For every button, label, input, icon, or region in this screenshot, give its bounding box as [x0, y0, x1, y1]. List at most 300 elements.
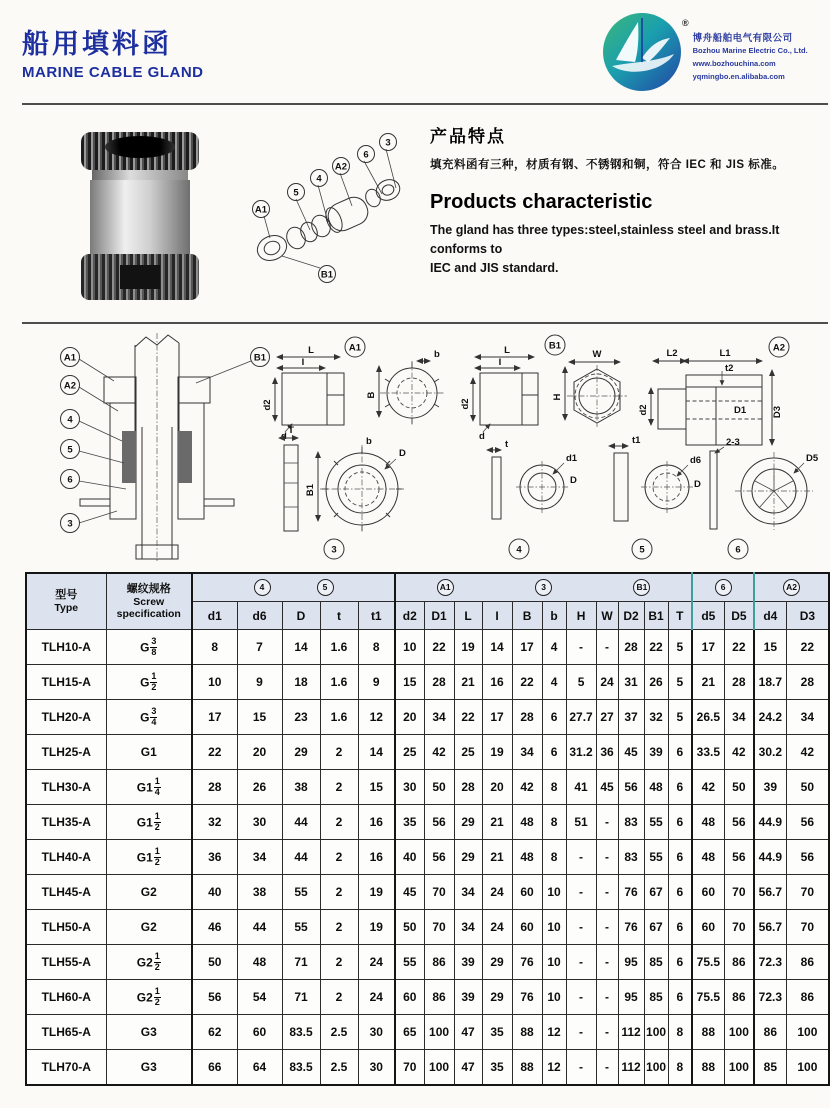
- value-cell: 6: [668, 735, 692, 770]
- type-cell: TLH30-A: [26, 770, 106, 805]
- screw-spec-cell: [106, 665, 192, 700]
- value-cell: 47: [454, 1015, 482, 1050]
- part-number-badge: 4: [254, 579, 271, 596]
- value-cell: 44.9: [754, 840, 786, 875]
- screw-base: G2: [136, 990, 153, 1005]
- value-cell: 6: [668, 805, 692, 840]
- screw-spec-cell: [106, 700, 192, 735]
- dim-label: H: [552, 393, 563, 401]
- value-cell: 6: [542, 735, 566, 770]
- dim-label: B1: [305, 483, 316, 497]
- value-cell: 4: [542, 630, 566, 665]
- value-cell: 5: [668, 630, 692, 665]
- value-cell: 31.2: [566, 735, 596, 770]
- drawing-caption: 4: [516, 544, 522, 556]
- value-cell: 7: [237, 630, 282, 665]
- exploded-callout: A1: [254, 204, 268, 216]
- dim-label: d2: [262, 399, 273, 411]
- value-cell: 2: [320, 735, 358, 770]
- dim-label: L: [308, 345, 314, 356]
- fraction-denominator: 2: [154, 961, 160, 972]
- value-cell: 6: [668, 875, 692, 910]
- value-cell: 24.2: [754, 700, 786, 735]
- spec-table: [25, 572, 830, 1086]
- value-cell: 72.3: [754, 980, 786, 1015]
- value-cell: 21: [482, 840, 512, 875]
- value-cell: 39: [454, 980, 482, 1015]
- value-cell: 26: [237, 770, 282, 805]
- value-cell: 2: [320, 910, 358, 945]
- value-cell: 85: [754, 1050, 786, 1086]
- value-cell: 86: [424, 980, 454, 1015]
- value-cell: 70: [724, 910, 754, 945]
- value-cell: 15: [754, 630, 786, 665]
- value-cell: 48: [692, 840, 724, 875]
- part-5-drawing: [614, 435, 701, 559]
- value-cell: 60: [237, 1015, 282, 1050]
- value-cell: 46: [192, 910, 237, 945]
- value-cell: 56.7: [754, 875, 786, 910]
- screw-spec-cell: [106, 945, 192, 980]
- value-cell: -: [596, 945, 618, 980]
- assembly-callout: 4: [67, 414, 73, 426]
- value-cell: 6: [668, 980, 692, 1015]
- value-cell: 64: [237, 1050, 282, 1086]
- value-cell: 15: [395, 665, 424, 700]
- screw-base: G1: [136, 780, 153, 795]
- value-cell: 5: [566, 665, 596, 700]
- dim-label: d2: [460, 398, 471, 410]
- value-cell: 24: [358, 945, 395, 980]
- gland-bottom-nut: [81, 254, 199, 300]
- value-cell: 29: [482, 945, 512, 980]
- screw-base: G: [140, 675, 150, 690]
- screw-base: G1: [136, 850, 153, 865]
- value-cell: 29: [482, 980, 512, 1015]
- value-cell: -: [596, 980, 618, 1015]
- screw-fraction: [154, 777, 161, 797]
- value-cell: 86: [786, 980, 829, 1015]
- value-cell: 47: [454, 1050, 482, 1086]
- value-cell: 28: [192, 770, 237, 805]
- value-cell: 22: [424, 630, 454, 665]
- dim-label: t2: [725, 363, 734, 374]
- value-cell: -: [566, 980, 596, 1015]
- value-cell: 17: [512, 630, 542, 665]
- value-cell: 20: [237, 735, 282, 770]
- screw-fraction: [154, 812, 161, 832]
- fraction-denominator: 8: [151, 646, 157, 657]
- exploded-callout: 5: [293, 187, 299, 199]
- value-cell: 30: [237, 805, 282, 840]
- type-column-header: [26, 573, 106, 630]
- value-cell: 42: [512, 770, 542, 805]
- value-cell: 44: [282, 840, 320, 875]
- value-cell: 24: [482, 875, 512, 910]
- column-group-header: [192, 573, 395, 602]
- table-row: [26, 665, 829, 700]
- value-cell: 8: [542, 770, 566, 805]
- dimension-column-header: B: [512, 602, 542, 630]
- value-cell: 66: [192, 1050, 237, 1086]
- value-cell: 27: [596, 700, 618, 735]
- value-cell: 1.6: [320, 630, 358, 665]
- type-cell: TLH15-A: [26, 665, 106, 700]
- value-cell: 10: [542, 875, 566, 910]
- value-cell: 34: [237, 840, 282, 875]
- table-row: [26, 770, 829, 805]
- screw-base: G1: [140, 745, 157, 759]
- value-cell: 60: [395, 980, 424, 1015]
- value-cell: -: [566, 1015, 596, 1050]
- value-cell: 17: [482, 700, 512, 735]
- drawing-caption: 3: [331, 544, 337, 556]
- value-cell: 45: [596, 770, 618, 805]
- value-cell: 10: [542, 980, 566, 1015]
- value-cell: 86: [424, 945, 454, 980]
- dim-label: d: [479, 431, 485, 442]
- value-cell: 56: [786, 805, 829, 840]
- fraction-denominator: 2: [154, 856, 160, 867]
- value-cell: 5: [668, 700, 692, 735]
- value-cell: 95: [618, 980, 644, 1015]
- value-cell: 62: [192, 1015, 237, 1050]
- gland-body: [90, 180, 190, 254]
- value-cell: 36: [596, 735, 618, 770]
- value-cell: 29: [454, 840, 482, 875]
- value-cell: 112: [618, 1050, 644, 1086]
- value-cell: 10: [192, 665, 237, 700]
- screw-base: G: [140, 710, 150, 725]
- dim-label: B: [366, 391, 377, 399]
- screw-fraction: [154, 987, 161, 1007]
- dim-label: b: [434, 349, 440, 360]
- part-number-badge: B1: [633, 579, 650, 596]
- screw-base: G3: [140, 1025, 157, 1039]
- value-cell: 76: [618, 875, 644, 910]
- part-4-drawing: [492, 439, 578, 559]
- dim-label: d1: [566, 453, 578, 464]
- screw-header-en: specification: [116, 607, 181, 620]
- value-cell: 88: [692, 1015, 724, 1050]
- part-b1-drawing: [460, 335, 627, 442]
- assembly-callout: 5: [67, 444, 73, 456]
- fraction-numerator: 1: [154, 776, 160, 787]
- value-cell: -: [596, 630, 618, 665]
- screw-spec-cell: [106, 875, 192, 910]
- exploded-diagram: [230, 126, 426, 302]
- value-cell: 71: [282, 945, 320, 980]
- exploded-callout: A2: [334, 161, 348, 173]
- type-cell: TLH10-A: [26, 630, 106, 665]
- group-badges: [396, 579, 691, 596]
- value-cell: 56: [192, 980, 237, 1015]
- fraction-denominator: 2: [151, 681, 157, 692]
- dimension-column-header: H: [566, 602, 596, 630]
- value-cell: 86: [786, 945, 829, 980]
- assembly-callout: A1: [63, 352, 77, 364]
- type-header-cn: 型号: [55, 589, 78, 602]
- value-cell: -: [566, 910, 596, 945]
- screw-column-header: [106, 573, 192, 630]
- type-cell: TLH40-A: [26, 840, 106, 875]
- value-cell: 86: [754, 1015, 786, 1050]
- value-cell: 35: [482, 1015, 512, 1050]
- value-cell: 65: [395, 1015, 424, 1050]
- gland-top-nut: [81, 132, 199, 170]
- value-cell: 34: [786, 700, 829, 735]
- part-number-badge: 5: [317, 579, 334, 596]
- value-cell: 12: [542, 1015, 566, 1050]
- value-cell: 45: [395, 875, 424, 910]
- features-body-cn: 填充料函有三种，材质有钢、不锈钢和铜，符合 IEC 和 JIS 标准。: [430, 159, 785, 171]
- value-cell: 67: [644, 910, 668, 945]
- value-cell: -: [596, 805, 618, 840]
- value-cell: 26.5: [692, 700, 724, 735]
- drawing-caption: 5: [639, 544, 645, 556]
- value-cell: 1.6: [320, 700, 358, 735]
- divider: [22, 103, 828, 105]
- value-cell: 14: [482, 630, 512, 665]
- value-cell: 55: [282, 875, 320, 910]
- dimension-column-header: D5: [724, 602, 754, 630]
- value-cell: 38: [282, 770, 320, 805]
- exploded-callout: 4: [316, 173, 322, 185]
- assembly-section-drawing: [61, 333, 270, 561]
- part-number-badge: 6: [715, 579, 732, 596]
- value-cell: 37: [618, 700, 644, 735]
- dimension-column-header: d4: [754, 602, 786, 630]
- value-cell: 18: [282, 665, 320, 700]
- value-cell: 42: [424, 735, 454, 770]
- value-cell: 100: [644, 1015, 668, 1050]
- value-cell: 55: [644, 840, 668, 875]
- value-cell: 51: [566, 805, 596, 840]
- screw-fraction: [150, 707, 157, 727]
- screw-fraction: [150, 637, 157, 657]
- company-name-cn: 博舟船舶电气有限公司: [692, 33, 793, 44]
- value-cell: 38: [237, 875, 282, 910]
- value-cell: 85: [644, 945, 668, 980]
- value-cell: 22: [644, 630, 668, 665]
- dim-label: I: [498, 357, 502, 368]
- value-cell: 83: [618, 805, 644, 840]
- value-cell: 4: [542, 665, 566, 700]
- value-cell: 27.7: [566, 700, 596, 735]
- column-group-header: [395, 573, 692, 602]
- dimension-column-header: t: [320, 602, 358, 630]
- value-cell: 60: [692, 875, 724, 910]
- screw-base: G2: [140, 920, 157, 934]
- value-cell: 70: [786, 910, 829, 945]
- product-photo: [80, 132, 200, 300]
- type-cell: TLH65-A: [26, 1015, 106, 1050]
- value-cell: 88: [512, 1015, 542, 1050]
- table-row: [26, 980, 829, 1015]
- dimension-column-header: D: [282, 602, 320, 630]
- value-cell: 88: [692, 1050, 724, 1086]
- value-cell: 16: [482, 665, 512, 700]
- exploded-callout: 3: [385, 137, 391, 149]
- dimension-column-header: D3: [786, 602, 829, 630]
- value-cell: 100: [786, 1050, 829, 1086]
- features-body-en: [430, 221, 828, 277]
- screw-spec-cell: [106, 630, 192, 665]
- value-cell: 22: [724, 630, 754, 665]
- dim-label: 2-3: [726, 437, 740, 448]
- value-cell: 8: [192, 630, 237, 665]
- value-cell: 17: [192, 700, 237, 735]
- screw-spec-cell: [106, 910, 192, 945]
- type-cell: TLH50-A: [26, 910, 106, 945]
- value-cell: 23: [282, 700, 320, 735]
- part-a2-drawing: [638, 337, 789, 445]
- value-cell: 28: [512, 700, 542, 735]
- value-cell: 25: [395, 735, 424, 770]
- value-cell: 22: [512, 665, 542, 700]
- dim-label: W: [592, 349, 602, 360]
- screw-base: G1: [136, 815, 153, 830]
- assembly-callout: 6: [67, 474, 73, 486]
- value-cell: 21: [454, 665, 482, 700]
- value-cell: 14: [358, 735, 395, 770]
- exploded-callout: B1: [320, 269, 334, 281]
- value-cell: 8: [358, 630, 395, 665]
- value-cell: 75.5: [692, 980, 724, 1015]
- value-cell: 15: [358, 770, 395, 805]
- dim-label: D1: [734, 405, 747, 416]
- value-cell: 2: [320, 805, 358, 840]
- value-cell: 24: [482, 910, 512, 945]
- drawing-caption: B1: [548, 340, 562, 352]
- value-cell: 12: [542, 1050, 566, 1086]
- value-cell: 112: [618, 1015, 644, 1050]
- value-cell: 55: [644, 805, 668, 840]
- value-cell: 34: [454, 910, 482, 945]
- value-cell: 8: [668, 1050, 692, 1086]
- value-cell: 56.7: [754, 910, 786, 945]
- table-row: [26, 700, 829, 735]
- assembly-callout: A2: [63, 380, 77, 392]
- features-body-en-line1: The gland has three types:steel,stainless steel and brass.It conforms to: [430, 223, 780, 256]
- value-cell: 35: [395, 805, 424, 840]
- value-cell: 28: [786, 665, 829, 700]
- value-cell: 10: [395, 630, 424, 665]
- value-cell: 16: [358, 840, 395, 875]
- value-cell: 56: [424, 840, 454, 875]
- dimension-column-header: W: [596, 602, 618, 630]
- value-cell: 50: [192, 945, 237, 980]
- dimension-column-header: I: [482, 602, 512, 630]
- value-cell: 36: [192, 840, 237, 875]
- value-cell: 31: [618, 665, 644, 700]
- value-cell: 15: [237, 700, 282, 735]
- value-cell: 19: [454, 630, 482, 665]
- dim-label: L1: [719, 348, 731, 359]
- value-cell: 8: [542, 840, 566, 875]
- value-cell: 70: [786, 875, 829, 910]
- drawing-caption: A2: [772, 342, 786, 354]
- value-cell: 12: [358, 700, 395, 735]
- dimension-column-header: B1: [644, 602, 668, 630]
- dim-label: D: [399, 448, 406, 459]
- dim-label: D3: [772, 405, 783, 419]
- group-badges: [193, 579, 394, 596]
- type-cell: TLH45-A: [26, 875, 106, 910]
- value-cell: -: [596, 910, 618, 945]
- type-cell: TLH25-A: [26, 735, 106, 770]
- features-heading-en: Products characteristic: [430, 191, 653, 213]
- value-cell: 70: [395, 1050, 424, 1086]
- screw-header-en: Screw: [133, 595, 165, 608]
- dim-label: d2: [638, 404, 649, 416]
- fraction-numerator: 1: [154, 811, 160, 822]
- table-row: [26, 1050, 829, 1086]
- value-cell: 19: [358, 875, 395, 910]
- value-cell: 56: [724, 840, 754, 875]
- value-cell: 2: [320, 875, 358, 910]
- value-cell: -: [566, 875, 596, 910]
- fraction-denominator: 4: [151, 716, 157, 727]
- value-cell: 30: [358, 1015, 395, 1050]
- dim-label: D5: [806, 453, 819, 464]
- dimension-column-header: d2: [395, 602, 424, 630]
- value-cell: 5: [668, 665, 692, 700]
- value-cell: 34: [724, 700, 754, 735]
- value-cell: 39: [454, 945, 482, 980]
- screw-spec-cell: [106, 805, 192, 840]
- company-website: www.bozhouchina.com: [692, 59, 776, 68]
- value-cell: 70: [424, 875, 454, 910]
- value-cell: 44.9: [754, 805, 786, 840]
- screw-spec-cell: [106, 770, 192, 805]
- value-cell: -: [566, 1050, 596, 1086]
- fraction-numerator: 1: [154, 846, 160, 857]
- value-cell: 86: [724, 945, 754, 980]
- value-cell: 72.3: [754, 945, 786, 980]
- group-badges: [693, 579, 753, 596]
- value-cell: -: [596, 840, 618, 875]
- value-cell: 100: [424, 1015, 454, 1050]
- value-cell: 30: [395, 770, 424, 805]
- value-cell: 86: [724, 980, 754, 1015]
- fraction-numerator: 3: [151, 636, 157, 647]
- dim-label: D: [570, 475, 577, 486]
- value-cell: 28: [424, 665, 454, 700]
- screw-header-cn: 螺纹规格: [126, 583, 171, 596]
- value-cell: 60: [512, 910, 542, 945]
- value-cell: 34: [454, 875, 482, 910]
- part-number-badge: A1: [437, 579, 454, 596]
- value-cell: 71: [282, 980, 320, 1015]
- registered-trademark: ®: [682, 18, 689, 28]
- fraction-numerator: 1: [154, 951, 160, 962]
- fraction-denominator: 4: [154, 786, 160, 797]
- value-cell: 75.5: [692, 945, 724, 980]
- value-cell: 34: [512, 735, 542, 770]
- value-cell: 24: [596, 665, 618, 700]
- gland-neck: [92, 170, 188, 180]
- value-cell: 28: [454, 770, 482, 805]
- type-cell: TLH60-A: [26, 980, 106, 1015]
- value-cell: 55: [395, 945, 424, 980]
- value-cell: 2.5: [320, 1015, 358, 1050]
- screw-base: G2: [136, 955, 153, 970]
- value-cell: 6: [668, 945, 692, 980]
- fraction-numerator: 3: [151, 706, 157, 717]
- screw-spec-cell: [106, 1015, 192, 1050]
- value-cell: 50: [786, 770, 829, 805]
